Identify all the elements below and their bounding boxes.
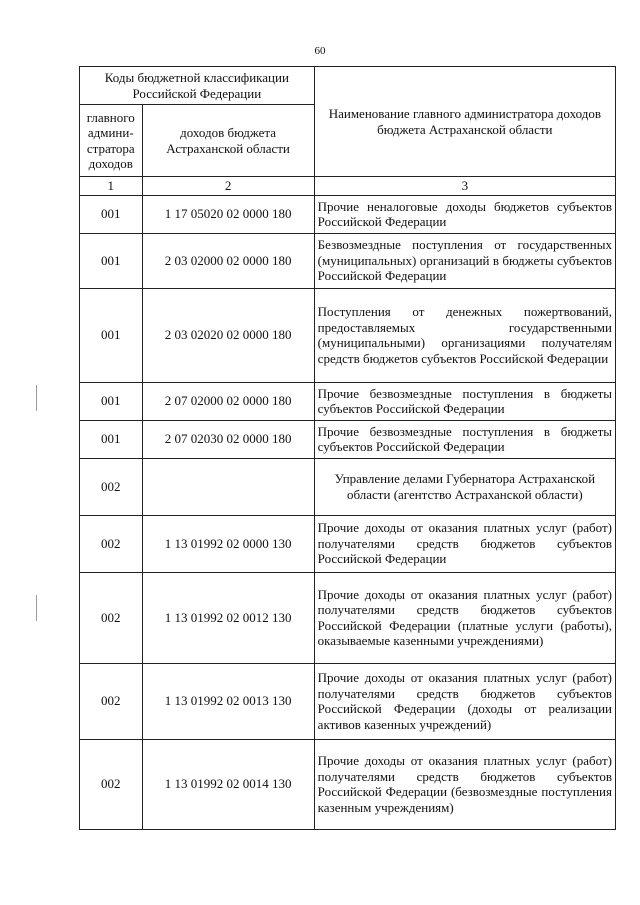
admin-code-cell: 002 xyxy=(80,515,143,572)
admin-code-cell: 001 xyxy=(80,382,143,420)
budget-code-cell: 1 17 05020 02 0000 180 xyxy=(142,195,314,233)
scan-mark xyxy=(36,385,37,411)
name-cell: Прочие доходы от оказания платных услуг (работ) получателями средств бюджетов субъектов Российской Федерации xyxy=(314,515,615,572)
name-cell: Прочие безвозмездные поступления в бюджеты субъектов Российской Федерации xyxy=(314,382,615,420)
table-row xyxy=(80,382,616,420)
admin-code-cell: 001 xyxy=(80,288,143,382)
scan-mark xyxy=(36,595,37,621)
budget-code-cell: 2 07 02000 02 0000 180 xyxy=(142,382,314,420)
budget-code-cell xyxy=(142,458,314,515)
table-row xyxy=(80,288,616,382)
agency-name-cell: Управление делами Губернатора Астраханской области (агентство Астраханской области) xyxy=(314,458,615,515)
budget-code-cell: 1 13 01992 02 0014 130 xyxy=(142,739,314,829)
name-cell: Прочие доходы от оказания платных услуг (работ) получателями средств бюджетов субъектов Российской Федерации (платные услуги (работы), оказываемые казенными учреждениями) xyxy=(314,572,615,663)
admin-code-cell: 002 xyxy=(80,458,143,515)
name-cell: Прочие доходы от оказания платных услуг (работ) получателями средств бюджетов субъектов Российской Федерации (доходы от реализации активов казенных учреждений) xyxy=(314,663,615,739)
table-row xyxy=(80,515,616,572)
header-col2-income: доходов бюджета Астраханской области xyxy=(142,105,314,177)
column-number: 2 xyxy=(142,177,314,196)
name-cell: Прочие доходы от оказания платных услуг (работ) получателями средств бюджетов субъектов Российской Федерации (безвозмездные поступления казенным учреждениям) xyxy=(314,739,615,829)
budget-classification-table xyxy=(79,66,616,830)
table-row-agency xyxy=(80,458,616,515)
table-row xyxy=(80,663,616,739)
admin-code-cell: 002 xyxy=(80,663,143,739)
admin-code-cell: 002 xyxy=(80,739,143,829)
column-number: 1 xyxy=(80,177,143,196)
table-row xyxy=(80,572,616,663)
budget-code-cell: 1 13 01992 02 0012 130 xyxy=(142,572,314,663)
budget-code-cell: 1 13 01992 02 0013 130 xyxy=(142,663,314,739)
admin-code-cell: 002 xyxy=(80,572,143,663)
budget-code-cell: 1 13 01992 02 0000 130 xyxy=(142,515,314,572)
table-row xyxy=(80,420,616,458)
header-col1-admin: главного админи-стратора доходов xyxy=(80,105,143,177)
name-cell: Безвозмездные поступления от государственных (муниципальных) организаций в бюджеты субъектов Российской Федерации xyxy=(314,233,615,288)
name-cell: Поступления от денежных пожертвований, предоставляемых государственными (муниципальными) организациями получателям средств бюджетов субъектов Российской Федерации xyxy=(314,288,615,382)
admin-code-cell: 001 xyxy=(80,195,143,233)
header-group-title: Коды бюджетной классификации Российской Федерации xyxy=(80,67,315,105)
table-row xyxy=(80,195,616,233)
budget-code-cell: 2 03 02000 02 0000 180 xyxy=(142,233,314,288)
column-number: 3 xyxy=(314,177,615,196)
column-number-row xyxy=(80,177,616,196)
budget-code-cell: 2 03 02020 02 0000 180 xyxy=(142,288,314,382)
table-row xyxy=(80,233,616,288)
admin-code-cell: 001 xyxy=(80,233,143,288)
table-row xyxy=(80,739,616,829)
header-col3-name: Наименование главного администратора доходов бюджета Астраханской области xyxy=(314,67,615,177)
name-cell: Прочие неналоговые доходы бюджетов субъектов Российской Федерации xyxy=(314,195,615,233)
name-cell: Прочие безвозмездные поступления в бюджеты субъектов Российской Федерации xyxy=(314,420,615,458)
budget-code-cell: 2 07 02030 02 0000 180 xyxy=(142,420,314,458)
admin-code-cell: 001 xyxy=(80,420,143,458)
page-number: 60 xyxy=(314,45,326,57)
header-row-group xyxy=(80,67,616,105)
